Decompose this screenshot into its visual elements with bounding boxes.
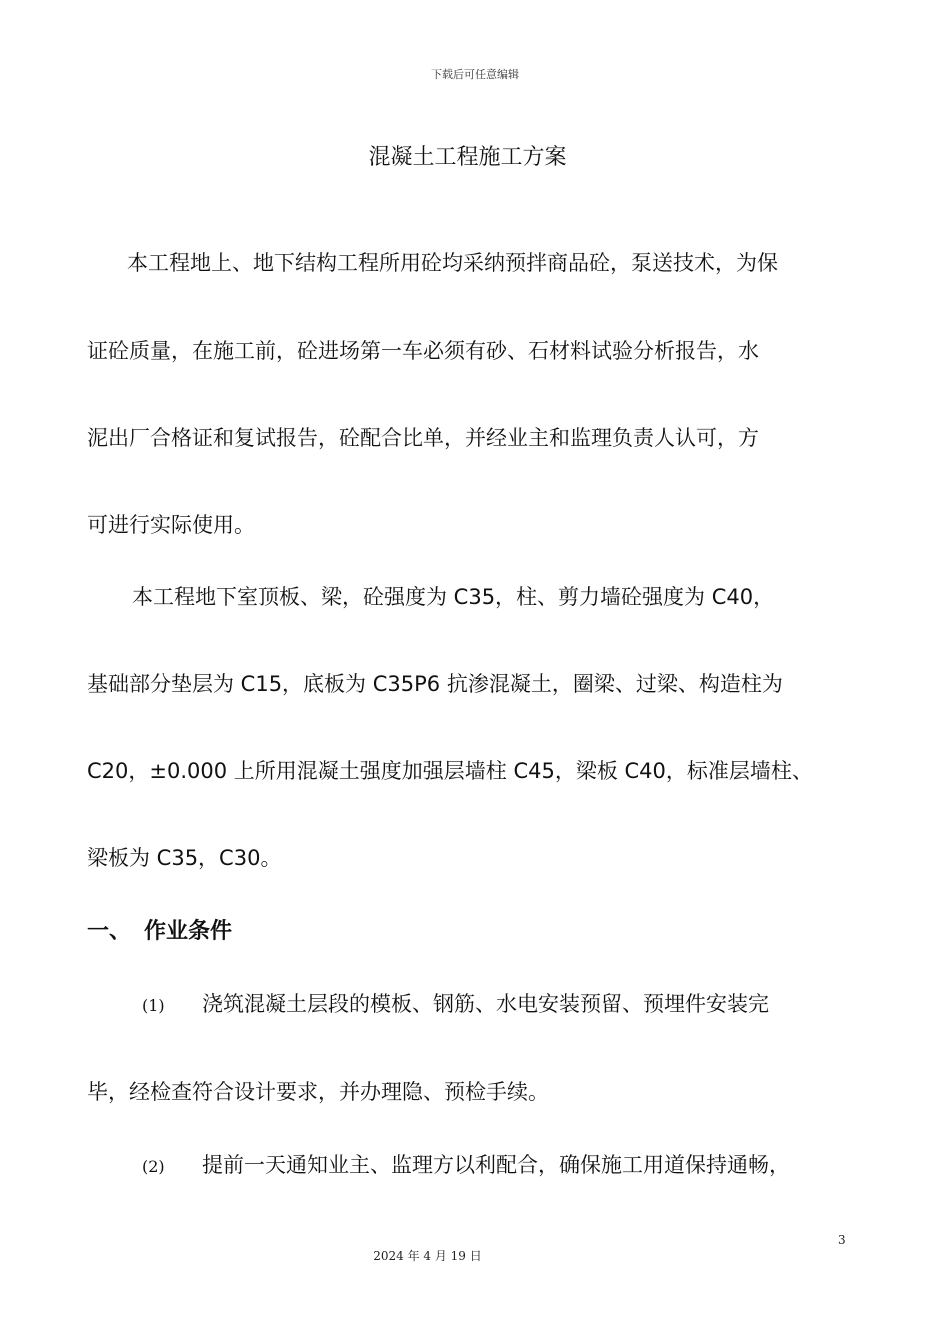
section-title: 作业条件 (144, 919, 233, 944)
item-text: 浇筑混凝土层段的模板、钢筋、水电安装预留、预埋件安装完 (202, 992, 769, 1016)
item-marker: (1) (142, 996, 165, 1015)
document-title: 混凝土工程施工方案 (368, 145, 567, 170)
item-marker: (2) (142, 1157, 165, 1176)
paragraph-1-line: 证砼质量，在施工前，砼进场第一车必须有砂、石材料试验分析报告，水 (87, 339, 759, 363)
item-text: 提前一天通知业主、监理方以利配合，确保施工用道保持通畅， (202, 1153, 790, 1177)
section-number: 一、 (87, 919, 132, 944)
page-number: 3 (838, 1233, 846, 1247)
paragraph-2-line: 基础部分垫层为 C15，底板为 C35P6 抗渗混凝土，圈梁、过梁、构造柱为 (87, 672, 783, 696)
paragraph-2-line: 梁板为 C35，C30。 (87, 846, 282, 870)
footer-date: 2024 年 4 月 19 日 (373, 1249, 482, 1263)
page-header: 下载后可任意编辑 (431, 68, 519, 81)
paragraph-1-line: 本工程地上、地下结构工程所用砼均采纳预拌商品砼，泵送技术，为保 (127, 251, 778, 275)
item-text-continued: 毕，经检查符合设计要求，并办理隐、预检手续。 (87, 1080, 549, 1104)
paragraph-1-line: 泥出厂合格证和复试报告，砼配合比单，并经业主和监理负责人认可，方 (87, 426, 759, 450)
paragraph-1-line: 可进行实际使用。 (87, 513, 255, 537)
section-heading (87, 914, 232, 945)
paragraph-2-line: 本工程地下室顶板、梁，砼强度为 C35，柱、剪力墙砼强度为 C40， (132, 585, 775, 609)
paragraph-2-line: C20，±0.000 上所用混凝土强度加强层墙柱 C45，梁板 C40，标准层墙柱、 (87, 759, 813, 783)
